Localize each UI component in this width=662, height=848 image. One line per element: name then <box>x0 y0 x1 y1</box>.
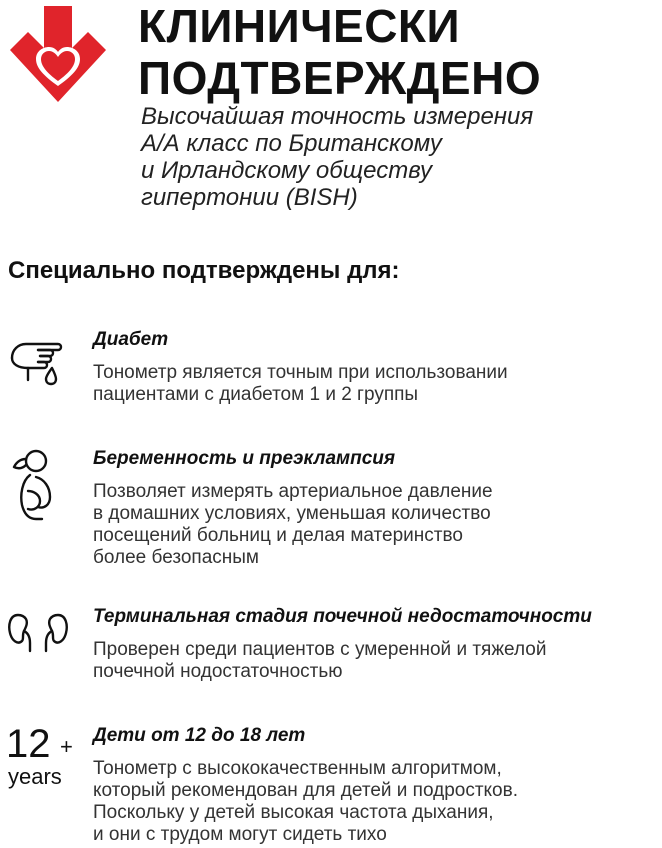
subtitle-line-4: гипертонии (BISH) <box>141 184 358 211</box>
diabetes-finger-drop-icon <box>6 336 70 386</box>
item-description-line: почечной нодостаточностью <box>93 661 343 682</box>
kidneys-icon <box>6 611 70 653</box>
headline-line-2: ПОДТВЕРЖДЕНО <box>138 52 542 104</box>
item-description-line: который рекомендован для детей и подростков. <box>93 780 518 801</box>
subtitle-line-2: А/А класс по Британскому <box>141 130 442 157</box>
item-description-line: Тонометр с высококачественным алгоритмом, <box>93 758 502 779</box>
headline-line-1: КЛИНИЧЕСКИ <box>138 0 461 52</box>
item-description-line: Позволяет измерять артериальное давление <box>93 481 493 502</box>
item-title: Терминальная стадия почечной недостаточности <box>93 606 592 627</box>
age-badge-unit: years <box>8 764 62 789</box>
item-description <box>93 639 546 683</box>
headline <box>138 0 541 104</box>
item-description-line: посещений больниц и делая материнство <box>93 525 463 546</box>
subtitle <box>141 103 641 211</box>
section-title: Специально подтверждены для: <box>8 257 400 284</box>
age-badge-number: 12 <box>6 722 51 766</box>
item-description <box>93 362 508 406</box>
age-badge-plus: + <box>60 734 73 759</box>
subtitle-line-1: Высочайшая точность измерения <box>141 103 534 130</box>
item-description-line: в домашних условиях, уменьшая количество <box>93 503 491 524</box>
pregnant-woman-icon <box>6 447 60 523</box>
age-12-plus-icon <box>6 722 82 792</box>
item-description-line: более безопасным <box>93 547 259 568</box>
item-description <box>93 481 493 569</box>
item-description-line: Поскольку у детей высокая частота дыхания, <box>93 802 494 823</box>
item-description <box>93 758 518 846</box>
item-title: Диабет <box>93 329 169 350</box>
item-description-line: Проверен среди пациентов с умеренной и тяжелой <box>93 639 547 660</box>
item-description-line: Тонометр является точным при использовании <box>93 362 508 383</box>
item-description-line: и они с трудом могут сидеть тихо <box>93 824 387 845</box>
item-description-line: пациентами с диабетом 1 и 2 группы <box>93 384 419 405</box>
heart-arrow-logo-icon <box>8 6 108 104</box>
item-title: Дети от 12 до 18 лет <box>93 725 306 746</box>
item-title: Беременность и преэклампсия <box>93 448 396 469</box>
subtitle-line-3: и Ирландскому обществу <box>141 157 432 184</box>
